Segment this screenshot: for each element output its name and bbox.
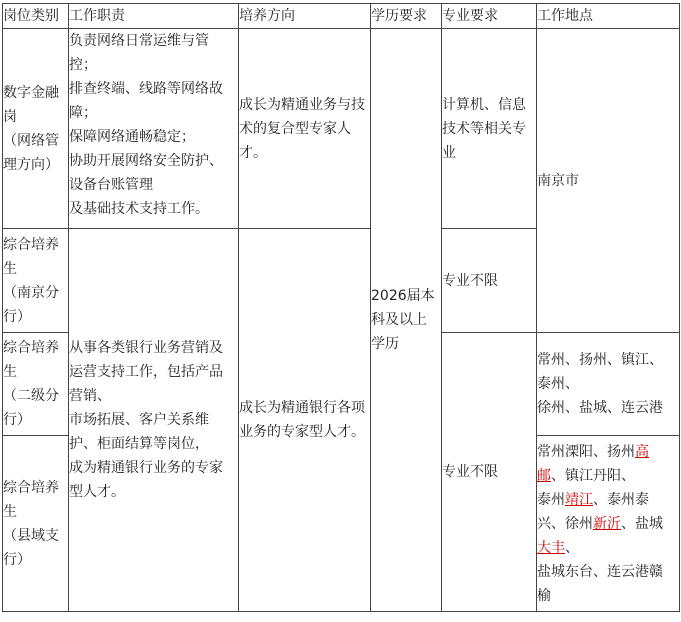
header-location: 工作地点 [537,4,680,29]
cell-education: 2026届本 科及以上 学历 [371,29,442,612]
header-row [3,4,680,29]
cell-major-nanjing: 专业不限 [442,229,537,333]
cell-category-secondary: 综合培养 生 （二级分 行） [3,333,69,436]
link-jingjiang[interactable]: 靖江 [565,491,593,508]
header-duties: 工作职责 [69,4,239,29]
cell-category-nanjing: 综合培养 生 （南京分 行） [3,229,69,333]
position-table [2,3,680,612]
cell-direction-shared: 成长为精通银行各项 业务的专家型人才。 [239,229,371,612]
header-direction: 培养方向 [239,4,371,29]
header-education: 学历要求 [371,4,442,29]
link-dafeng[interactable]: 大丰 [537,539,565,556]
cell-location-secondary: 常州、扬州、镇江、 泰州、 徐州、盐城、连云港 [537,333,680,436]
cell-category-digital: 数字金融 岗 （网络管 理方向） [3,29,69,229]
table-row-digital [3,29,680,229]
header-category: 岗位类别 [3,4,69,29]
cell-location-nanjing: 南京市 [537,29,680,333]
cell-duties-shared: 从事各类银行业务营销及 运营支持工作，包括产品 营销、 市场拓展、客户关系维 护、柜面结算等岗位， 成为精通银行业务的专家 型人才。 [69,229,239,612]
header-major: 专业要求 [442,4,537,29]
cell-major-digital: 计算机、信息 技术等相关专 业 [442,29,537,229]
cell-direction-digital: 成长为精通业务与技 术的复合型专家人 才。 [239,29,371,229]
link-gaoyou[interactable]: 高 邮 [537,443,649,484]
cell-major-county: 专业不限 [442,333,537,612]
cell-duties-digital: 负责网络日常运维与管 控； 排查终端、线路等网络故 障； 保障网络通畅稳定； 协助开展网络安全防护、 设备台账管理 及基础技术支持工作。 [69,29,239,229]
cell-location-county: 常州溧阳、扬州高 邮、镇江丹阳、 泰州靖江、泰州泰 兴、徐州新沂、盐城 大丰、 盐城东台、连云港赣 榆 [537,436,680,612]
link-xinyi[interactable]: 新沂 [593,515,621,532]
cell-category-county: 综合培养 生 （县域支 行） [3,436,69,612]
